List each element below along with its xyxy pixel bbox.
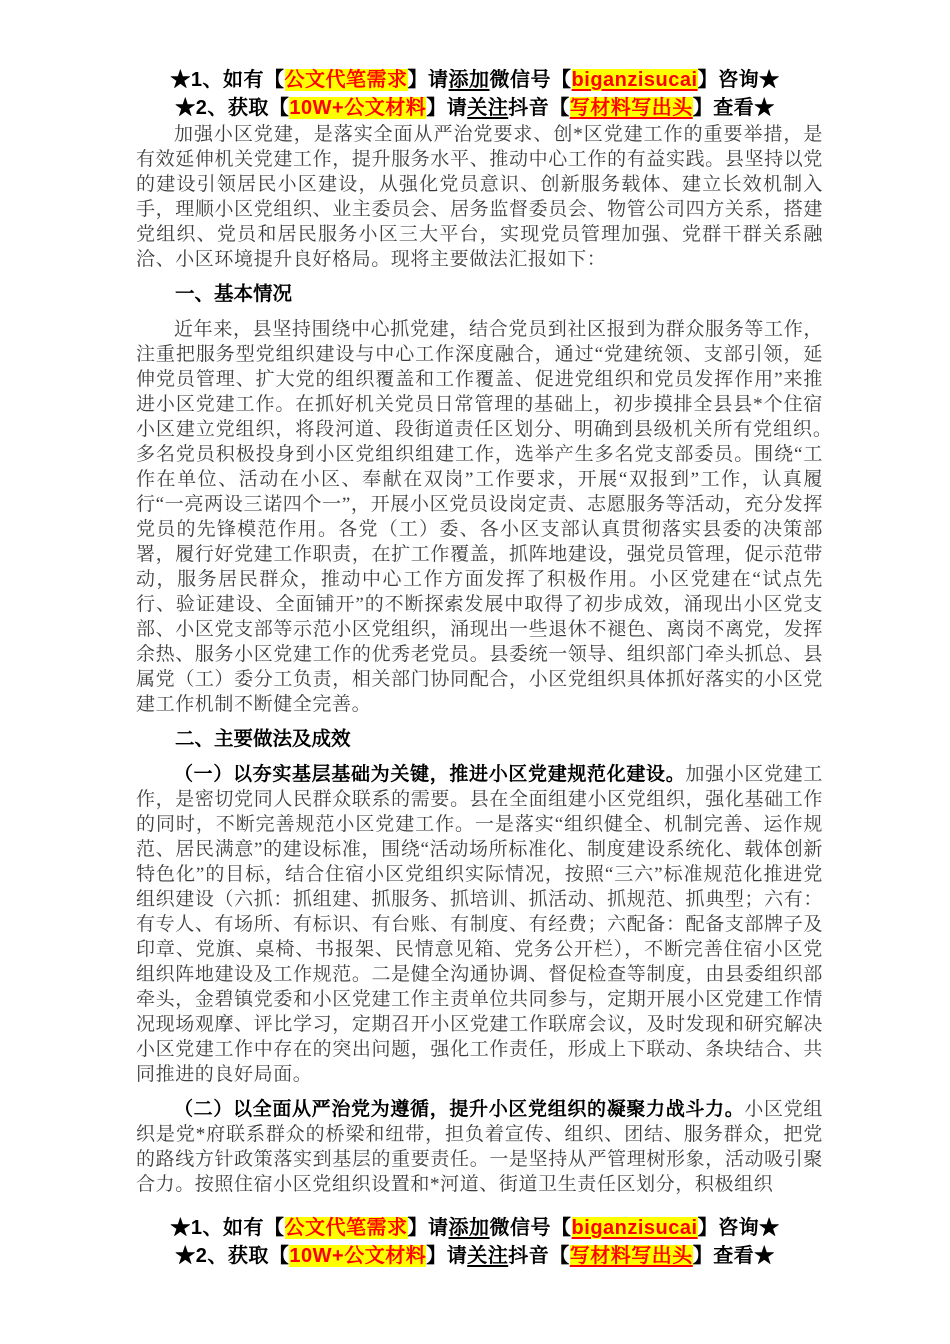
promo-line-2	[0, 1242, 950, 1270]
douyin-label: 抖音【	[508, 97, 570, 119]
promo-mid: 】请	[426, 1245, 468, 1267]
wechat-label: 微信号【	[489, 69, 572, 91]
subsection-1-paragraph	[136, 762, 823, 1087]
follow-action-underline: 关注	[467, 97, 509, 119]
promo-suffix: 】咨询★	[697, 1217, 780, 1239]
section-1-paragraph: 近年来，县坚持围绕中心抓党建，结合党员到社区报到为群众服务等工作，注重把服务型党组织建设与中心工作深度融合，通过“党建统领、支部引领，延伸党员管理、扩大党的组织覆盖和工作覆盖、促进党组织和党员发挥作用”来推进小区党建工作。在抓好机关党员日常管理的基础上，初步摸排全县县*个住宿小区建立党组织，将段河道、段街道责任区划分、明确到县级机关所有党组织。 多名党员积极投身到小区党组织组建工作，选举产生多名党支部委员。围绕“工作在单位、活动在小区、奉献在双岗”工作要求，开展“双报到”工作，认真履行“一亮两设三诺四个一”，开展小区党员设岗定责、志愿服务等活动，充分发挥党员的先锋模范作用。各党（工）委、各小区支部认真贯彻落实县委的决策部署，履行好党建工作职责，在扩工作覆盖，抓阵地建设，强党员管理，促示范带动，服务居民群众，推动中心工作方面发挥了积极作用。小区党建在“试点先行、验证建设、全面铺开”的不断探索发展中取得了初步成效，涌现出小区党支部、小区党支部等示范小区党组织，涌现出一些退休不褪色、离岗不离党，发挥余热、服务小区党建工作的优秀老党员。县委统一领导、组织部门牵头抓总、县属党（工）委分工负责，相关部门协同配合，小区党组织具体抓好落实的小区党建工作机制不断健全完善。	[136, 319, 843, 715]
subsection-1-text: 加强小区党建工作，是密切党同人民群众联系的需要。县在全面组建小区党组织，强化基础工作的同时，不断完善规范小区党建工作。一是落实“组织健全、机制完善、运作规范、居民满意”的建设标准，围绕“活动场所标准化、制度建设系统化、载体创新特色化”的目标，结合住宿小区党组织实际情况，按照“三六”标准规范化推进党组织建设（六抓：抓组建、抓服务、抓培训、抓活动、抓规范、抓典型；六有：有专人、有场所、有标识、有台账、有制度、有经费；六配备：配备支部牌子及印章、党旗、桌椅、书报架、民情意见箱、党务公开栏），不断完善住宿小区党组织阵地建设及工作规范。二是健全沟通协调、督促检查等制度，由县委组织部牵头，金碧镇党委和小区党建工作主责单位共同参与，定期开展小区党建工作情况现场观摩、评比学习，定期召开小区党建工作联席会议，及时发现和研究解决小区党建工作中存在的突出问题，强化工作责任，形成上下联动、条块结合、共同推进的良好局面。	[136, 764, 824, 1085]
promo-suffix: 】查看★	[692, 97, 775, 119]
promo-suffix: 】咨询★	[697, 69, 780, 91]
section-1-heading: 一、基本情况	[175, 283, 293, 305]
douyin-account-highlight: 写材料写出头	[569, 97, 693, 119]
promo-prefix: ★2、获取【	[175, 1245, 290, 1267]
follow-action-underline: 关注	[467, 1245, 509, 1267]
materials-name-highlight: 10W+公文材料	[289, 97, 427, 119]
materials-name-highlight: 10W+公文材料	[289, 1245, 427, 1267]
promo-line-1	[0, 1214, 950, 1242]
subsection-2-paragraph	[136, 1097, 823, 1197]
service-name-highlight: 公文代笔需求	[284, 69, 408, 91]
promo-prefix: ★1、如有【	[170, 69, 285, 91]
promo-suffix: 】查看★	[692, 1245, 775, 1267]
service-name-highlight: 公文代笔需求	[284, 1217, 408, 1239]
douyin-label: 抖音【	[508, 1245, 570, 1267]
subsection-2-lead: （二）以全面从严治党为遵循，提升小区党组织的凝聚力战斗力。	[174, 1099, 745, 1120]
wechat-id-highlight: biganzisucai	[571, 1217, 698, 1239]
promo-line-2	[0, 94, 950, 122]
add-action-underline: 添加	[448, 69, 490, 91]
promo-mid: 】请	[426, 97, 468, 119]
subsection-1-lead: （一）以夯实基层基础为关键，推进小区党建规范化建设。	[174, 764, 686, 785]
promo-banner-bottom	[0, 1214, 950, 1270]
douyin-account-highlight: 写材料写出头	[569, 1245, 693, 1267]
promo-mid: 】请	[407, 69, 449, 91]
add-action-underline: 添加	[448, 1217, 490, 1239]
promo-line-1	[0, 66, 950, 94]
wechat-id-highlight: biganzisucai	[571, 69, 698, 91]
promo-banner-top	[0, 0, 950, 122]
document-body	[136, 122, 843, 1197]
subsection-2-text: 小区党组织是党*府联系群众的桥梁和纽带，担负着宣传、组织、团结、服务群众，把党的路线方针政策落实到基层的重要责任。一是坚持从严管理树形象，活动吸引聚合力。按照住宿小区党组织设置和*河道、街道卫生责任区划分，积极组织	[136, 1099, 823, 1195]
wechat-label: 微信号【	[489, 1217, 572, 1239]
section-2-heading: 二、主要做法及成效	[175, 728, 351, 750]
promo-prefix: ★2、获取【	[175, 97, 290, 119]
intro-paragraph: 加强小区党建，是落实全面从严治党要求、创*区党建工作的重要举措，是有效延伸机关党建工作，提升服务水平、推动中心工作的有益实践。县坚持以党的建设引领居民小区建设，从强化党员意识、创新服务载体、建立长效机制入手，理顺小区党组织、业主委员会、居务监督委员会、物管公司四方关系，搭建党组织、党员和居民服务小区三大平台，实现党员管理加强、党群干群关系融洽、小区环境提升良好格局。现将主要做法汇报如下：	[136, 124, 823, 270]
promo-mid: 】请	[407, 1217, 449, 1239]
promo-prefix: ★1、如有【	[170, 1217, 285, 1239]
